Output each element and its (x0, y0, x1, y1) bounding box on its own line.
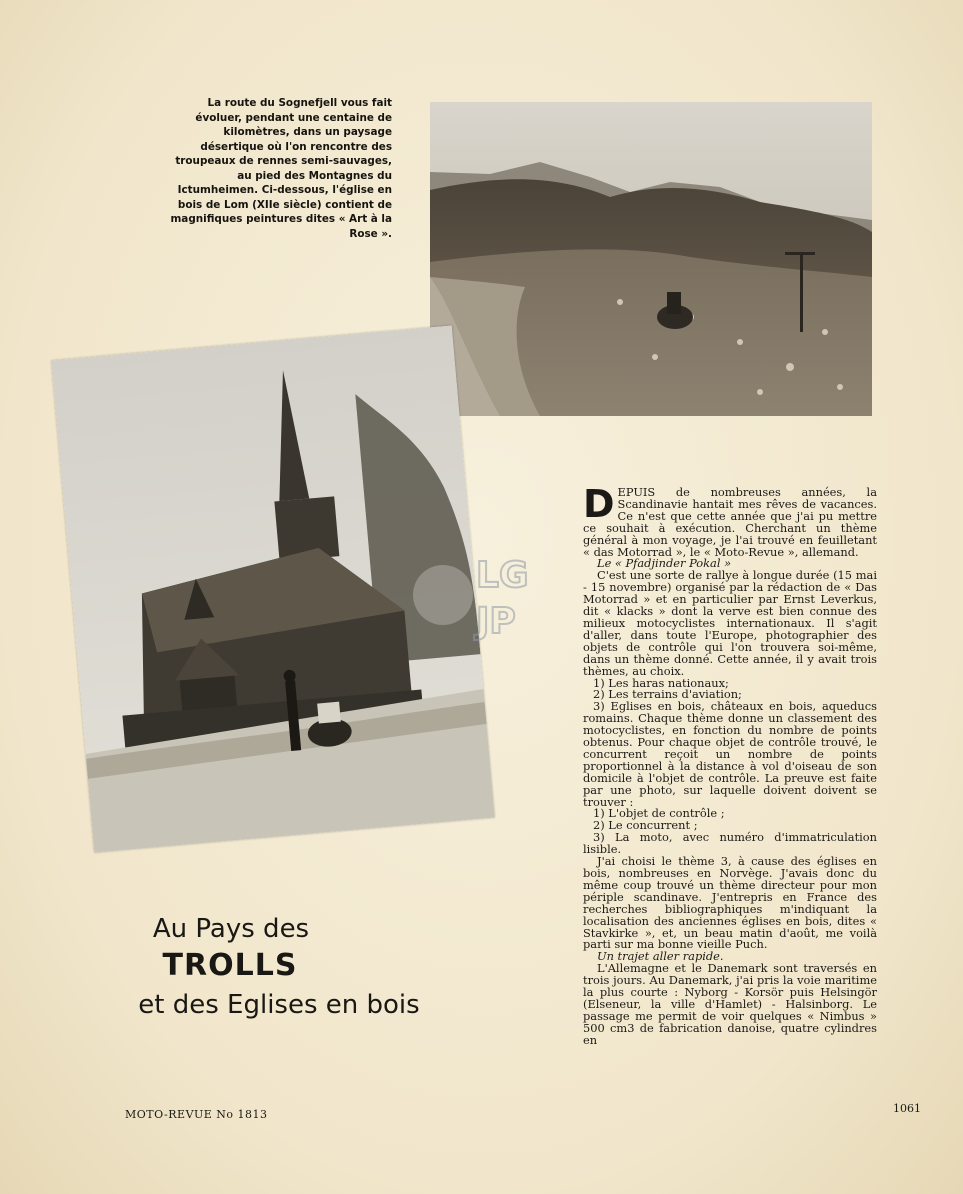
article-title (100, 912, 470, 1024)
paragraph-2: C'est une sorte de rallye à longue durée (15 mai - 15 novembre) organisé par la rédaction de « Das Motorrad » et en particulier par Ernst Leverkus, dit « klacks » dont la verve est bien connue des milieux motocyclistes internationaux. Il s'agit d'aller, dans toute l'Europe, photographier des objets de contrôle qui l'on trouvera soi-même, dans un thème donné. Cette année, il y avait trois thèmes, au choix. (583, 568, 877, 678)
watermark-text-1: LG (476, 555, 529, 596)
title-line-3: et des Eglises en bois (138, 990, 420, 1020)
list-item: 2) Le concurrent ; (593, 818, 698, 833)
paragraph-4: J'ai choisi le thème 3, à cause des églises en bois, nombreuses en Norvège. J'avais donc du même coup trouvé un thème directeur pour mon périple scandinave. J'entrepris en France des recherches bibliographiques m'indiquant la localisation des anciennes églises en bois, dites « Stavkirke », et, un beau matin d'août, me voilà parti sur ma bonne vieille Puch. (583, 854, 877, 952)
intro-paragraph (583, 482, 877, 559)
watermark-text-2: JP (476, 601, 516, 642)
paragraph-3: 3) Eglises en bois, châteaux en bois, aqueducs romains. Chaque thème donne un classement des motocyclistes, en fonction du nombre de points obtenus. Pour chaque objet de contrôle trouvé, le concurrent reçoit un nombre de points proportionnel à la distance à vol d'oiseau de son domicile à l'objet de contrôle. La preuve est faite par une photo, sur laquelle doivent doivent se trouver : (583, 699, 877, 809)
photo-caption: La route du Sognefjell vous fait évoluer, pendant une centaine de kilomètres, dans un paysage désertique où l'on rencontre des troupeaux de rennes semi-sauvages, au pied des Montagnes du Ictumheimen. Ci-dessous, l'église en bois de Lom (XIIe siècle) contient de magnifiques peintures dites « Art à la Rose ». (170, 97, 392, 240)
page-number: 1061 (893, 1102, 921, 1115)
title-line-2: TROLLS (162, 948, 298, 983)
drop-cap: D (583, 482, 615, 526)
list-item: 2) Les terrains d'aviation; (593, 687, 742, 702)
magazine-issue-footer: MOTO-REVUE No 1813 (125, 1108, 268, 1121)
list-item: 1) L'objet de contrôle ; (593, 806, 725, 821)
subheading-2: Un trajet aller rapide. (597, 949, 724, 964)
subheading-1: Le « Pfadjinder Pokal » (597, 556, 732, 571)
mountain-road-photo (430, 102, 872, 416)
paragraph-5: L'Allemagne et le Danemark sont traversés en trois jours. Au Danemark, j'ai pris la voie maritime la plus courte : Nyborg - Korsör puis Helsingör (Elseneur, la ville d'Hamlet) - Halsinborg. Le passage me permit de voir quelques « Nimbus » 500 cm3 de fabrication danoise, quatre cylindres en (583, 961, 877, 1047)
intro-text: EPUIS de nombreuses années, la Scandinavie hantait mes rêves de vacances. Ce n'est que cette année que j'ai pu mettre ce souhait à exécution. Cherchant un thème général à mon voyage, je l'ai trouvé en feuilletant « das Motorrad », le « Moto-Revue », allemand. (583, 485, 877, 559)
lg-jp-watermark (408, 545, 558, 645)
title-line-1: Au Pays des (152, 914, 310, 944)
list-item: 1) Les haras nationaux; (593, 675, 729, 690)
list-item: 3) La moto, avec numéro d'immatriculation lisible. (583, 830, 877, 857)
article-body (583, 482, 877, 1047)
